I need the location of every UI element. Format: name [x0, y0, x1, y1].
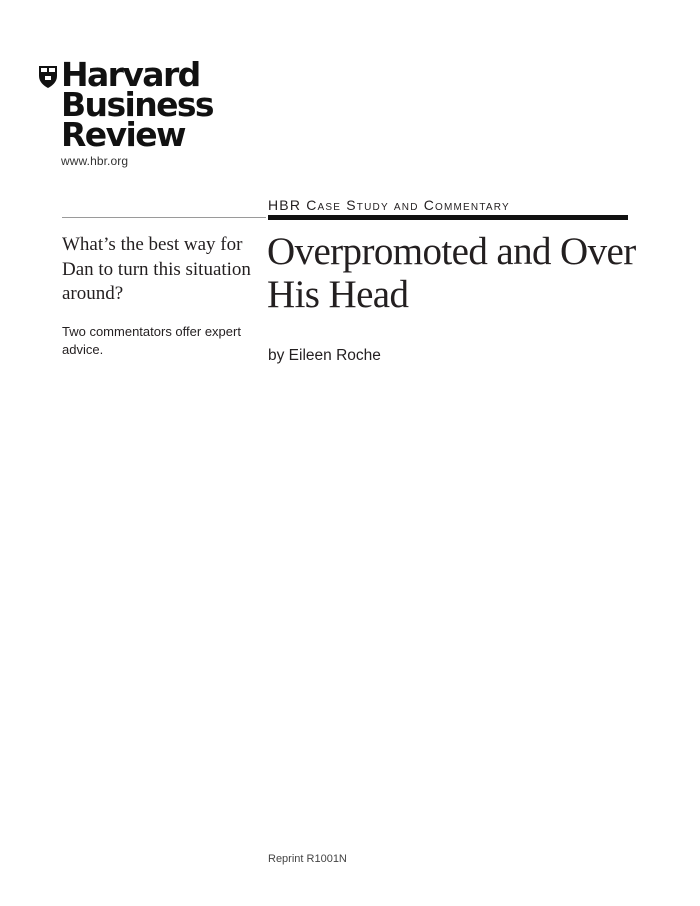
- sidebar-sub-dek: Two commentators offer expert advice.: [62, 324, 241, 357]
- sidebar-divider: [62, 217, 266, 218]
- veritas-shield-icon: [38, 65, 58, 89]
- logo-line-review: Review: [61, 115, 185, 154]
- hbr-logo: [38, 55, 238, 175]
- title-divider: [268, 215, 628, 220]
- sidebar-dek: What’s the best way for Dan to turn this situation around?: [62, 234, 251, 304]
- article-title: Overpromoted and Over His Head: [267, 230, 636, 316]
- article-byline: by Eileen Roche: [268, 347, 381, 364]
- section-label: HBR Case Study and Commentary: [268, 197, 510, 213]
- logo-line-business: Business: [61, 85, 213, 124]
- logo-wordmark: [61, 55, 213, 154]
- website-url[interactable]: www.hbr.org: [61, 154, 129, 168]
- logo-line-harvard: Harvard: [61, 55, 200, 94]
- reprint-number: Reprint R1001N: [268, 853, 347, 865]
